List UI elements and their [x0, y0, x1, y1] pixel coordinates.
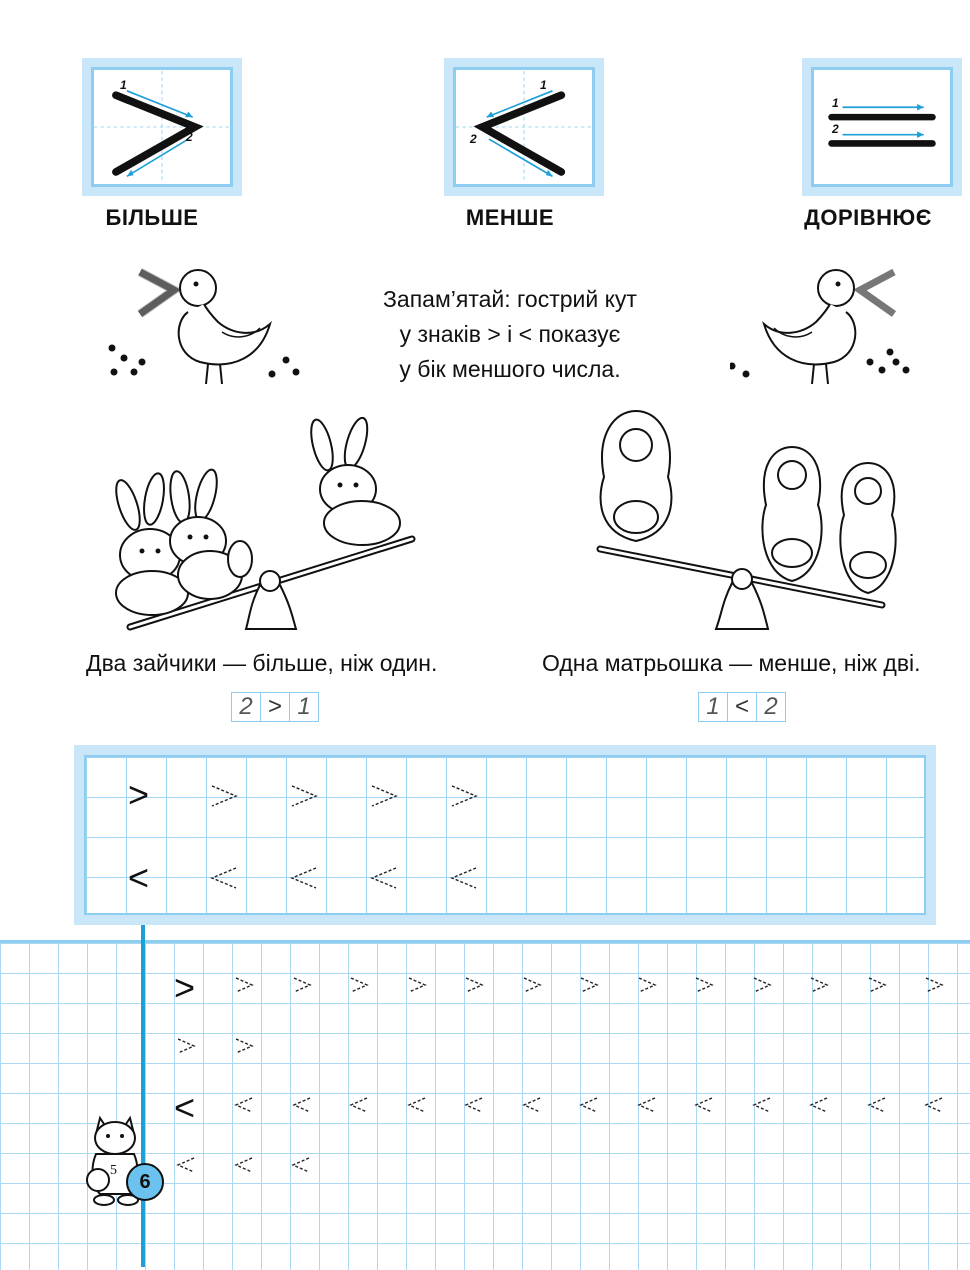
trace-greater-glyph — [234, 1037, 254, 1055]
trace-less-glyph — [290, 866, 318, 890]
trace-greater-glyph — [924, 976, 944, 994]
greater-than-card — [82, 58, 242, 196]
comparison-cell: 1 — [289, 692, 319, 722]
trace-greater-glyph — [370, 784, 398, 808]
bunnies-caption: Два зайчики — більше, ніж один. — [86, 650, 438, 676]
comparison-cell: < — [727, 692, 757, 722]
trace-less-glyph — [867, 1096, 887, 1114]
trace-less-glyph — [809, 1096, 829, 1114]
trace-less-glyph — [234, 1156, 254, 1174]
trace-greater-glyph — [234, 976, 254, 994]
trace-greater-glyph — [809, 976, 829, 994]
reminder-line: у знаків > і < показує — [399, 321, 621, 347]
comparison-cell: 1 — [698, 692, 728, 722]
trace-less-glyph — [694, 1096, 714, 1114]
trace-greater-glyph — [290, 784, 318, 808]
comparison-cell: 2 — [231, 692, 261, 722]
stroke-number: 1 — [120, 78, 127, 92]
stroke-number: 2 — [832, 122, 839, 136]
trace-greater-glyph — [637, 976, 657, 994]
comparison-cell: > — [260, 692, 290, 722]
trace-less-glyph — [924, 1096, 944, 1114]
stroke-number: 1 — [540, 78, 547, 92]
page-number: 6 — [126, 1163, 164, 1201]
sample-less-glyph: < — [128, 857, 150, 898]
practice-grid[interactable] — [84, 755, 926, 915]
trace-less-glyph — [637, 1096, 657, 1114]
trace-less-glyph — [176, 1156, 196, 1174]
trace-greater-glyph — [522, 976, 542, 994]
trace-less-glyph — [522, 1096, 542, 1114]
trace-greater-glyph — [349, 976, 369, 994]
reminder-line: Запам’ятай: гострий кут — [383, 286, 637, 312]
trace-greater-glyph — [292, 976, 312, 994]
trace-less-glyph — [291, 1156, 311, 1174]
trace-greater-glyph — [176, 1037, 196, 1055]
trace-less-glyph — [292, 1096, 312, 1114]
reminder-line: у бік меншого числа. — [399, 356, 621, 382]
trace-greater-glyph — [694, 976, 714, 994]
equals-card — [802, 58, 962, 196]
stroke-number: 2 — [470, 132, 477, 146]
trace-greater-glyph — [752, 976, 772, 994]
trace-less-glyph — [450, 866, 478, 890]
reminder-text — [340, 282, 680, 387]
trace-greater-glyph — [450, 784, 478, 808]
trace-less-glyph — [349, 1096, 369, 1114]
trace-greater-glyph — [579, 976, 599, 994]
chick-left-illustration — [104, 262, 304, 392]
trace-greater-glyph — [210, 784, 238, 808]
notebook-margin-line — [141, 925, 145, 1267]
greater-than-icon — [94, 70, 230, 184]
mascot-shirt-number: 5 — [110, 1163, 117, 1178]
trace-less-glyph — [464, 1096, 484, 1114]
equals-label: ДОРІВНЮЄ — [804, 205, 932, 230]
less-than-card — [444, 58, 604, 196]
less-than-label: МЕНШЕ — [465, 205, 555, 230]
dolls-comparison-cells — [699, 692, 786, 722]
bunnies-seesaw-illustration — [100, 415, 420, 640]
practice-frame — [74, 745, 936, 925]
sample-greater-glyph: > — [128, 774, 150, 815]
trace-greater-glyph — [867, 976, 887, 994]
trace-less-glyph — [407, 1096, 427, 1114]
trace-greater-glyph — [407, 976, 427, 994]
trace-less-glyph — [752, 1096, 772, 1114]
less-than-icon — [456, 70, 592, 184]
notebook-sample-less-glyph: < — [174, 1087, 196, 1128]
trace-less-glyph — [370, 866, 398, 890]
chick-right-illustration — [730, 262, 930, 392]
stroke-number: 1 — [832, 96, 839, 110]
dolls-caption: Одна матрьошка — менше, ніж дві. — [542, 650, 921, 676]
dolls-seesaw-illustration — [592, 405, 922, 640]
notebook-sample-greater-glyph: > — [174, 967, 196, 1008]
trace-less-glyph — [579, 1096, 599, 1114]
greater-than-label: БІЛЬШЕ — [105, 205, 199, 230]
comparison-cell: 2 — [756, 692, 786, 722]
bunnies-comparison-cells — [232, 692, 319, 722]
trace-less-glyph — [234, 1096, 254, 1114]
trace-less-glyph — [210, 866, 238, 890]
trace-greater-glyph — [464, 976, 484, 994]
stroke-number: 2 — [186, 130, 193, 144]
